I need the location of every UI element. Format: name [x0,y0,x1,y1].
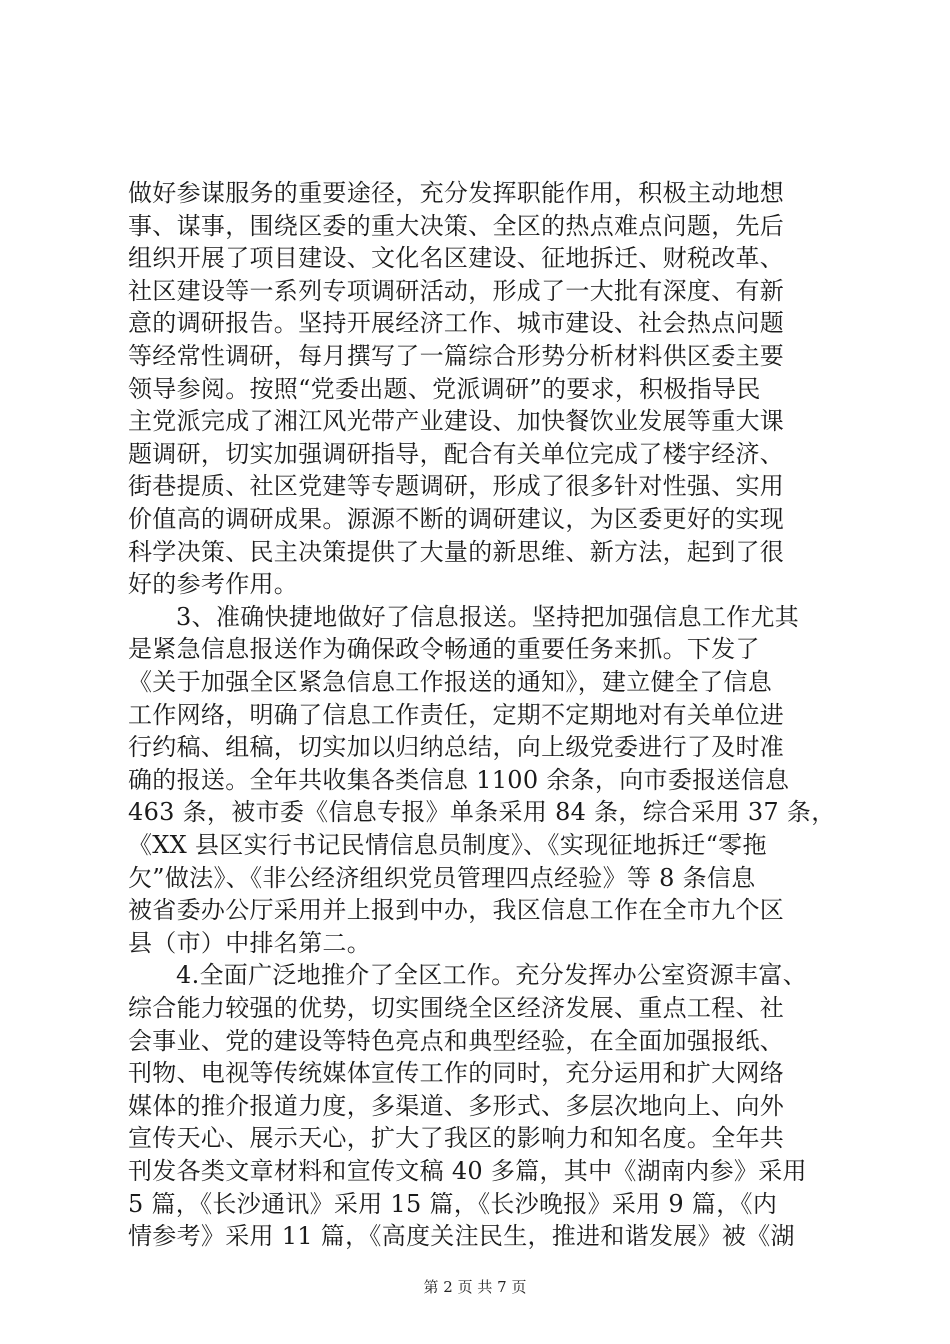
text-line: 《关于加强全区紧急信息工作报送的通知》，建立健全了信息 [128,668,773,696]
text-line: 《XX 县区实行书记民情信息员制度》、《实现征地拆迁“零拖 [128,831,767,859]
text-line: 是紧急信息报送作为确保政令畅通的重要任务来抓。下发了 [128,635,760,664]
text-line: 综合能力较强的优势，切实围绕全区经济发展、重点工程、社 [128,994,785,1022]
text-line: 5 篇，《长沙通讯》采用 15 篇，《长沙晚报》采用 9 篇，《内 [128,1189,778,1218]
text-line: 组织开展了项目建设、文化名区建设、征地拆迁、财税改革、 [128,244,785,273]
paragraph-3-start: 3、准确快捷地做好了信息报送。坚持把加强信息工作尤其 [176,602,800,631]
text-line: 题调研，切实加强调研指导，配合有关单位完成了楼宇经济、 [128,439,785,468]
text-line: 刊发各类文章材料和宣传文稿 40 多篇，其中《湖南内参》采用 [128,1157,807,1185]
text-line: 会事业、党的建设等特色亮点和典型经验，在全面加强报纸、 [128,1026,785,1055]
paragraph-4-start: 4.全面广泛地推介了全区工作。充分发挥办公室资源丰富、 [176,961,807,990]
text-line: 媒体的推介报道力度，多渠道、多形式、多层次地向上、向外 [128,1091,785,1120]
text-line: 街巷提质、社区党建等专题调研，形成了很多针对性强、实用 [128,472,785,501]
text-line: 事、谋事，围绕区委的重大决策、全区的热点难点问题，先后 [128,211,785,240]
text-line: 做好参谋服务的重要途径，充分发挥职能作用，积极主动地想 [128,179,785,207]
text-line: 被省委办公厅采用并上报到中办，我区信息工作在全市九个区 [128,896,785,925]
text-line: 主党派完成了湘江风光带产业建设、加快餐饮业发展等重大课 [128,407,785,436]
text-line: 好的参考作用。 [128,570,299,599]
text-line: 等经常性调研，每月撰写了一篇综合形势分析材料供区委主要 [128,342,785,370]
text-line: 县（市）中排名第二。 [128,928,371,957]
text-line: 463 条，被市委《信息专报》单条采用 84 条，综合采用 37 条， [128,798,836,827]
text-line: 领导参阅。按照“党委出题、党派调研”的要求，积极指导民 [128,374,761,403]
text-line: 行约稿、组稿，切实加以归纳总结，向上级党委进行了及时准 [128,733,785,762]
text-line: 确的报送。全年共收集各类信息 1100 余条，向市委报送信息 [128,765,790,794]
text-line: 工作网络，明确了信息工作责任，定期不定期地对有关单位进 [128,700,785,729]
text-line: 刊物、电视等传统媒体宣传工作的同时，充分运用和扩大网络 [128,1059,785,1088]
text-line: 宣传天心、展示天心，扩大了我区的影响力和知名度。全年共 [128,1124,785,1153]
text-line: 情参考》采用 11 篇，《高度关注民生，推进和谐发展》被《湖 [128,1222,795,1251]
text-line: 价值高的调研成果。源源不断的调研建议，为区委更好的实现 [128,505,785,533]
text-line: 欠”做法》、《非公经济组织党员管理四点经验》等 8 条信息 [128,863,756,892]
text-line: 意的调研报告。坚持开展经济工作、城市建设、社会热点问题 [128,309,785,338]
page-footer: 第 2 页 共 7 页 [423,1278,527,1296]
text-line: 社区建设等一系列专项调研活动，形成了一大批有深度、有新 [128,276,785,305]
text-line: 科学决策、民主决策提供了大量的新思维、新方法，起到了很 [128,537,785,566]
